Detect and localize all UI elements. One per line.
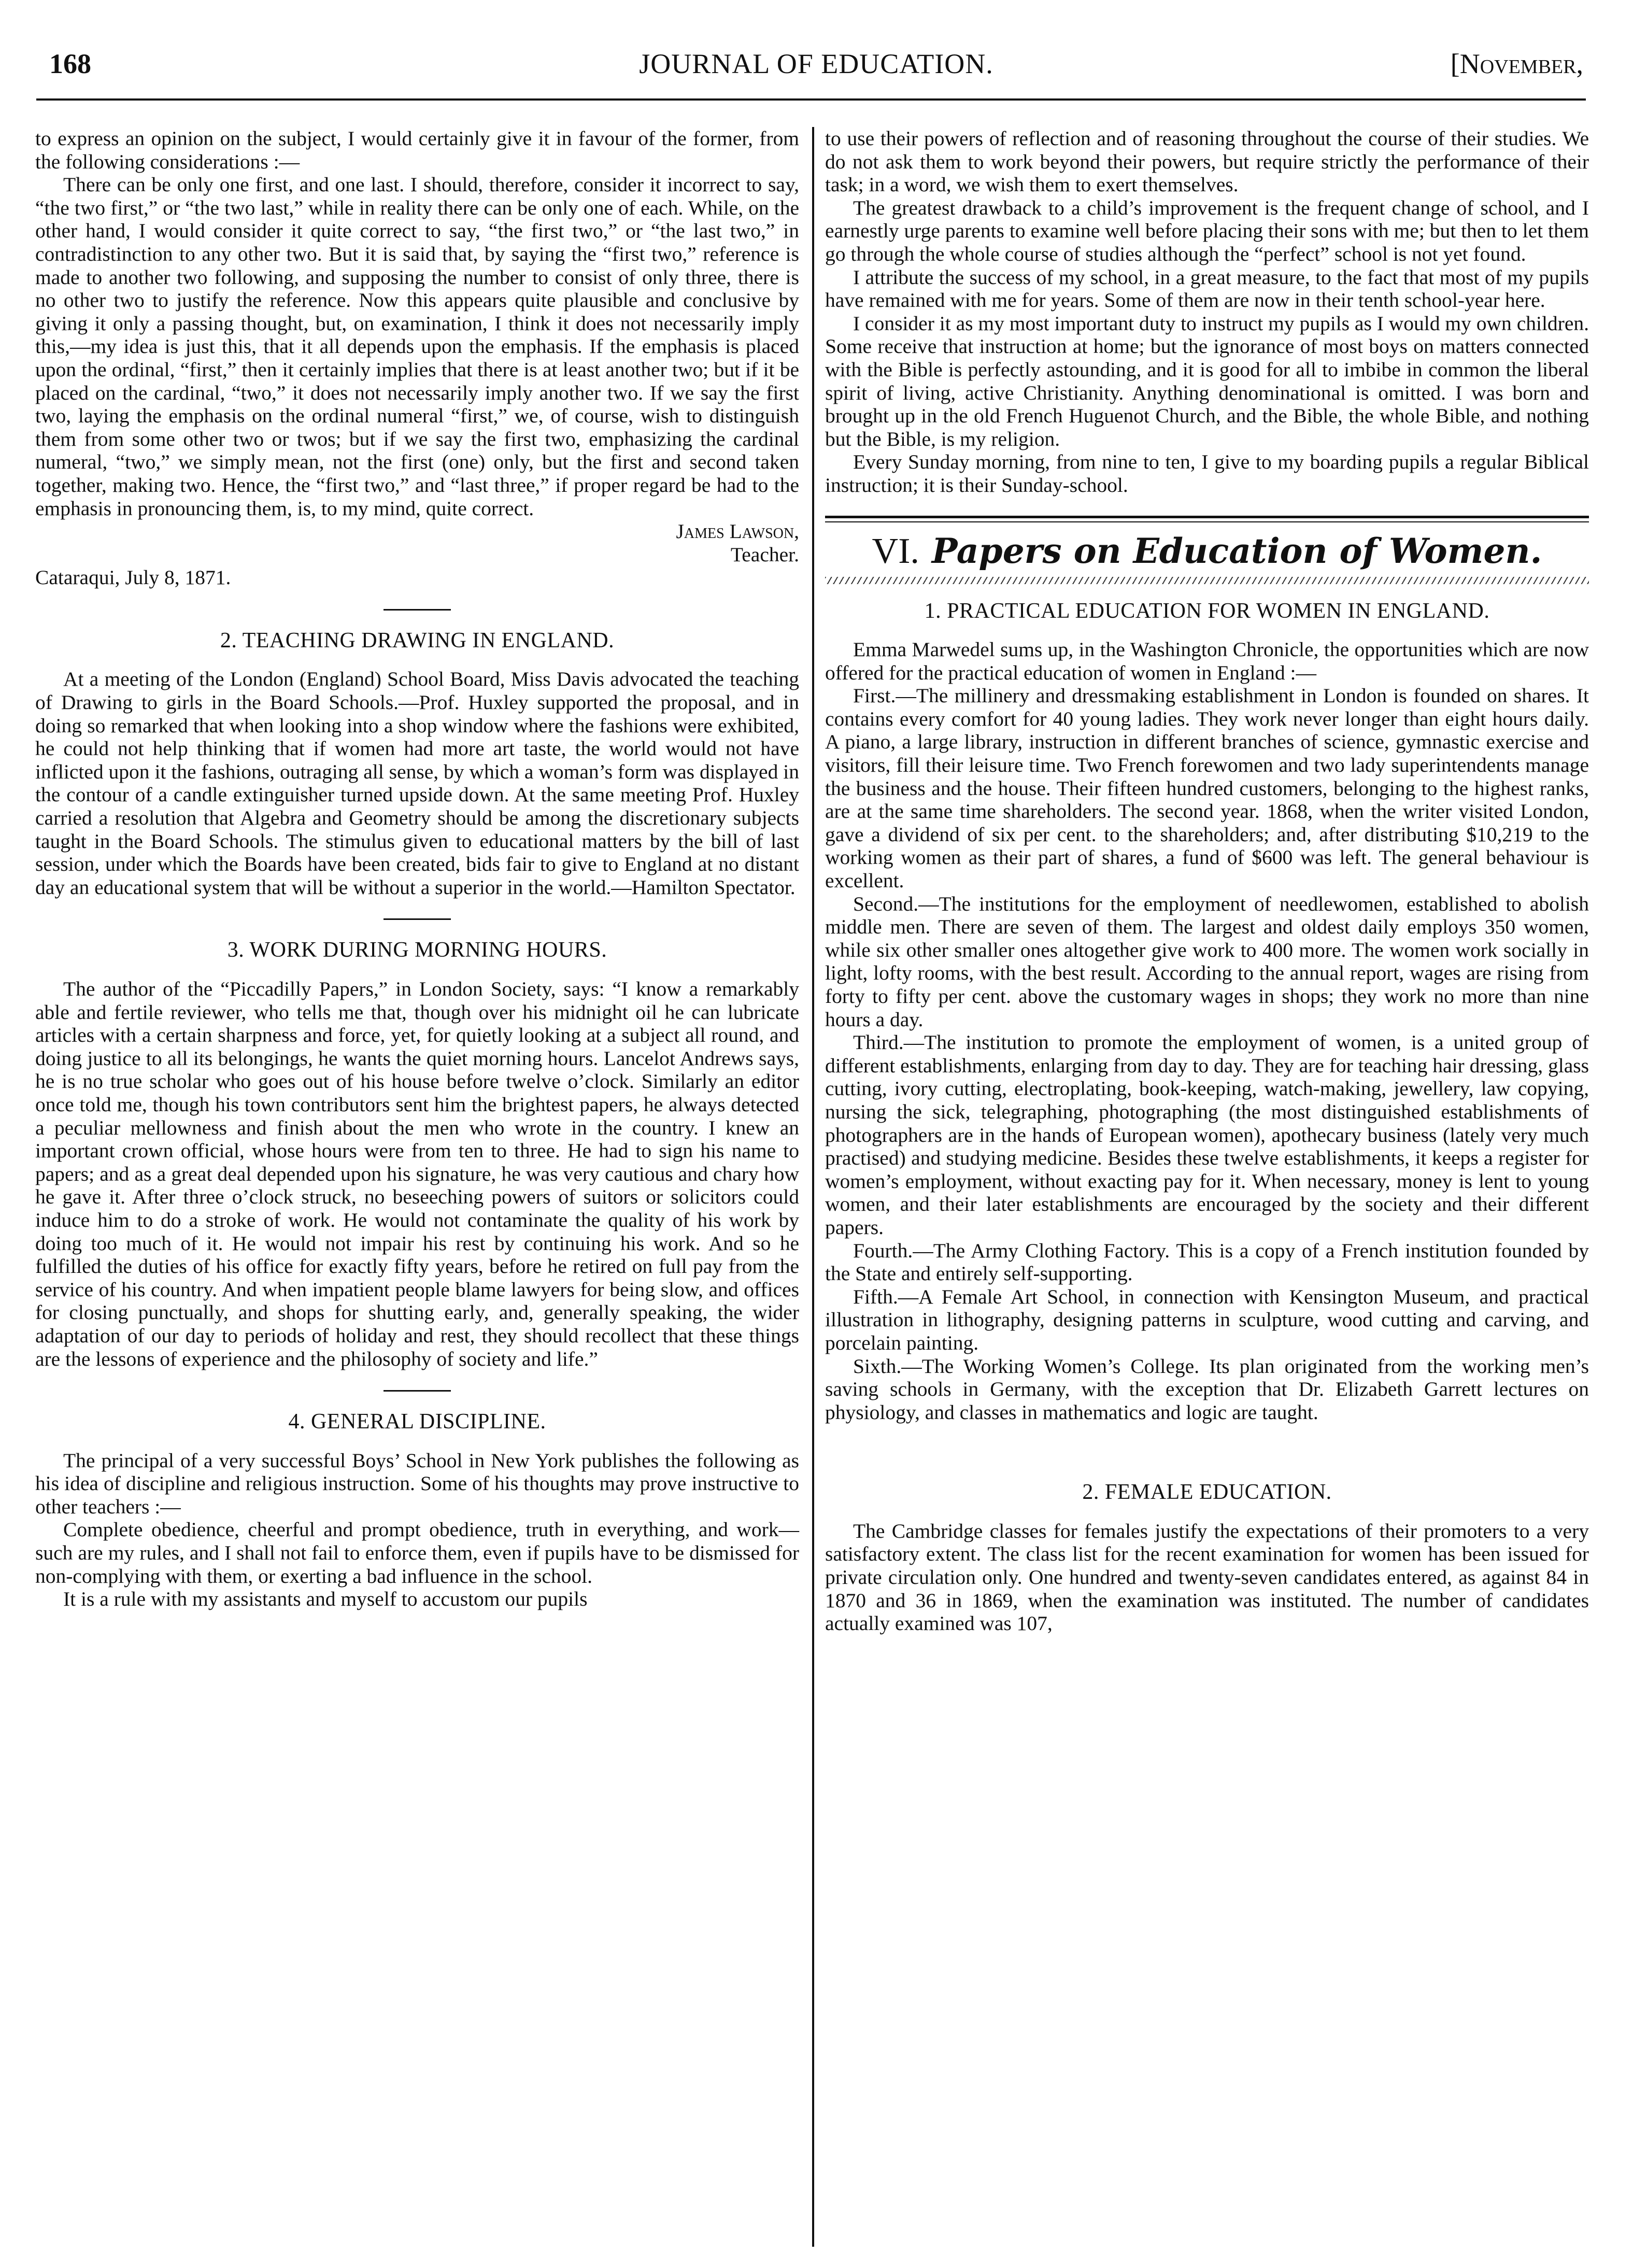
issue-month (1451, 48, 1583, 80)
left-column (35, 127, 799, 1611)
column-divider (812, 127, 814, 2247)
journal-title: JOURNAL OF EDUCATION. (639, 48, 993, 79)
list-paragraph: Sixth.—The Working Women’s College. Its plan originated from the working men’s saving schools in Germany, with the exception that Dr. Elizabeth Garrett lectures on physiology, and classes in mathematics and logic are taught. (825, 1354, 1589, 1424)
section-heading: 2. FEMALE EDUCATION. (1082, 1480, 1332, 1505)
section-rule (384, 609, 451, 611)
part-rule (825, 516, 1589, 518)
body-paragraph: The principal of a very successful Boys’ School in New York publishes the following as his idea of discipline and religious instruction. Some of his thoughts may prove instructive to other teachers :— (35, 1449, 799, 1518)
part-rule-thin (825, 521, 1589, 522)
right-column (825, 127, 1589, 1635)
section-heading: 3. WORK DURING MORNING HOURS. (227, 938, 607, 962)
issue-month-rest: ovember, (1480, 48, 1583, 79)
section-heading: 2. TEACHING DRAWING IN ENGLAND. (220, 628, 615, 653)
header-rule (36, 98, 1586, 101)
section-rule (384, 1390, 451, 1392)
section-heading: 1. PRACTICAL EDUCATION FOR WOMEN IN ENGLAND. (924, 599, 1490, 623)
spacer (825, 1424, 1589, 1481)
body-paragraph: Emma Marwedel sums up, in the Washington Chronicle, the opportunities which are now offered for the practical education of women in England :— (825, 638, 1589, 684)
section-rule (384, 918, 451, 920)
list-paragraph: Second.—The institutions for the employment of needlewomen, established to abolish middle men. There are seven of them. The largest and oldest daily employs 350 women, while six other smaller ones altogether give work to 400 more. The women work socially in light, lofty rooms, with the best result. According to the annual report, wages are rising from forty to fifty per cent. above the customary wages in shops; they work no more than nine hours a day. (825, 892, 1589, 1031)
signature-role: Teacher. (730, 543, 799, 566)
body-paragraph: At a meeting of the London (England) School Board, Miss Davis advocated the teaching of Drawing to girls in the Board Schools.—Prof. Huxley supported the proposal, and in doing so remarked that when looking into a shop window where the fashions were exhibited, he could not help thinking that if women had more art taste, the world would not have inflicted upon it the fashions, outraging all sense, by which a woman’s form was displayed in the contour of a candle extinguisher turned upside down. At the same meeting Prof. Huxley carried a resolution that Algebra and Geometry should be among the discretionary subjects taught in the Board Schools. The stimulus given to educational matters by the bill of last session, under which the Boards have been created, bids fair to give to England at no distant day an educational system that will be without a superior in the world.—Hamilton Spectator. (35, 668, 799, 899)
body-paragraph: Complete obedience, cheerful and prompt obedience, truth in everything, and work—such are my rules, and I shall not fail to enforce them, even if pupils have to be dismissed for non-complying with them, or exerting a bad influence in the school. (35, 1518, 799, 1587)
list-paragraph: First.—The millinery and dressmaking establishment in London is founded on shares. It contains every comfort for 40 young ladies. They work never longer than eight hours daily. A piano, a large library, instruction in different branches of science, gymnastic exercise and visitors, fill their leisure time. Two French forewomen and two lady superintendents manage the business and the house. Their fifteen hundred customers, belonging to the highest ranks, are at the same time shareholders. The second year. 1868, when the writer visited London, gave a dividend of six per cent. to the shareholders; and, after distributing $10,219 to the working women as their part of shares, a fund of $600 was left. The general behaviour is excellent. (825, 684, 1589, 892)
part-heading (825, 528, 1589, 575)
continued-paragraph: to use their powers of reflection and of reasoning throughout the course of their studies. We do not ask them to work beyond their powers, but require strictly the performance of their task; in a word, we wish them to exert themselves. (825, 127, 1589, 196)
running-header (49, 48, 1583, 89)
continued-paragraph: to express an opinion on the subject, I would certainly give it in favour of the former, from the following considerations :— (35, 127, 799, 173)
part-number: VI. (872, 531, 919, 571)
place-date: Cataraqui, July 8, 1871. (35, 566, 231, 589)
part-title: Papers on Education of Women. (931, 530, 1542, 571)
list-paragraph: Fifth.—A Female Art School, in connection with Kensington Museum, and practical illustration in lithography, designing patterns in sculpture, wood cutting and carving, and porcelain painting. (825, 1285, 1589, 1354)
body-paragraph: The Cambridge classes for females justify the expectations of their promoters to a very satisfactory extent. The class list for the recent examination for women has been issued for private circulation only. One hundred and twenty-seven candidates entered, as against 84 in 1870 and 36 in 1869, when the examination was instituted. The number of candidates actually examined was 107, (825, 1519, 1589, 1635)
body-paragraph: The author of the “Piccadilly Papers,” in London Society, says: “I know a remarkably able and fertile reviewer, who tells me that, though over his midnight oil he can lubricate articles with a certain sharpness and force, yet, for quietly looking at a subject all round, and doing justice to all its belongings, he wants the quiet morning hours. Lancelot Andrews says, he is no true scholar who goes out of his house before twelve o’clock. Similarly an editor once told me, though his town contributors sent him the brightest papers, he always detected a peculiar mellowness and finish about the men who wrote in the country. I knew an important crown official, whose hours were from ten to three. He had to sign his name to papers; and as a great deal depended upon his signature, he was very cautious and chary how he gave it. After three o’clock struck, no beseeching powers of suitors or solicitors could induce him to do a stroke of work. He would not contaminate the quality of his work by doing too much of it. He would not impair his rest by continuing his work. And so he fulfilled the duties of his office for exactly fifty years, before he retired on full pay from the service of his country. And when impatient people blame lawyers for being slow, and offices for closing punctually, and shops for shutting early, and, generally speaking, the wider adaptation of our day to periods of holiday and rest, they should recollect that these things are the lessons of experience and the philosophy of society and life.” (35, 977, 799, 1370)
issue-month-prefix: [N (1450, 48, 1480, 79)
part-ornament-rule (825, 577, 1589, 584)
body-paragraph: The greatest drawback to a child’s improvement is the frequent change of school, and I earnestly urge parents to examine well before placing their sons with me; but then to let them go through the whole course of studies although the “perfect” school is not yet found. (825, 196, 1589, 265)
body-paragraph: I attribute the success of my school, in a great measure, to the fact that most of my pupils have remained with me for years. Some of them are now in their tenth school-year here. (825, 265, 1589, 312)
body-paragraph: I consider it as my most important duty to instruct my pupils as I would my own children. Some receive that instruction at home; but the ignorance of most boys on matters connected with the Bible is perfectly astounding, and it is good for all to imbibe in common the liberal spirit of living, active Christianity. Anything denominational is omitted. I was born and brought up in the old French Huguenot Church, and the Bible, the whole Bible, and nothing but the Bible, is my religion. (825, 311, 1589, 450)
signature-name: James Lawson, (676, 520, 799, 543)
body-paragraph: There can be only one first, and one last. I should, therefore, consider it incorrect to say, “the two first,” or “the two last,” while in reality there can be only one of each. While, on the other hand, I would consider it quite correct to say, “the first two,” or “the last two,” in contradistinction to any other two. But it is said that, by saying the “first two,” reference is made to another two following, and supposing the number to consist of only three, there is no other two to justify the reference. Now this appears quite plausible and conclusive by giving it only a passing thought, but, on examination, I think it does not necessarily imply this,—my idea is just this, that it all depends upon the emphasis. If the emphasis is placed upon the ordinal, “first,” then it certainly implies that there is at least another two; but if it be placed on the cardinal, “two,” it does not necessarily imply another two. If we say the first two, laying the emphasis on the ordinal numeral “first,” we, of course, wish to distinguish them from some other two or twos; but if we say the first two, emphasizing the cardinal numeral, “two,” we simply mean, not the first (one) only, but the first and second taken together, making two. Hence, the “first two,” and “last three,” if proper regard be had to the emphasis in pronouncing them, is, to my mind, quite correct. (35, 173, 799, 520)
section-heading: 4. GENERAL DISCIPLINE. (288, 1410, 546, 1434)
list-paragraph: Fourth.—The Army Clothing Factory. This is a copy of a French institution founded by the State and entirely self-supporting. (825, 1239, 1589, 1285)
body-paragraph: Every Sunday morning, from nine to ten, I give to my boarding pupils a regular Biblical instruction; it is their Sunday-school. (825, 450, 1589, 497)
list-paragraph: Third.—The institution to promote the employment of women, is a united group of different establishments, enlarging from day to day. They are for teaching hair dressing, glass cutting, ivory cutting, electroplating, book-keeping, watch-making, jewellery, law copying, nursing the sick, telegraphing, photographing (the most distinguished establishments of photographers are in the hands of European women), apothecary business (lately very much practised) and studying medicine. Besides these twelve establishments, it keeps a register for women’s employment, without exacting pay for it. When necessary, money is lent to young women, and their later establishments are encouraged by the society and their different papers. (825, 1031, 1589, 1239)
page-number: 168 (49, 48, 91, 79)
body-paragraph: It is a rule with my assistants and myself to accustom our pupils (63, 1587, 588, 1611)
